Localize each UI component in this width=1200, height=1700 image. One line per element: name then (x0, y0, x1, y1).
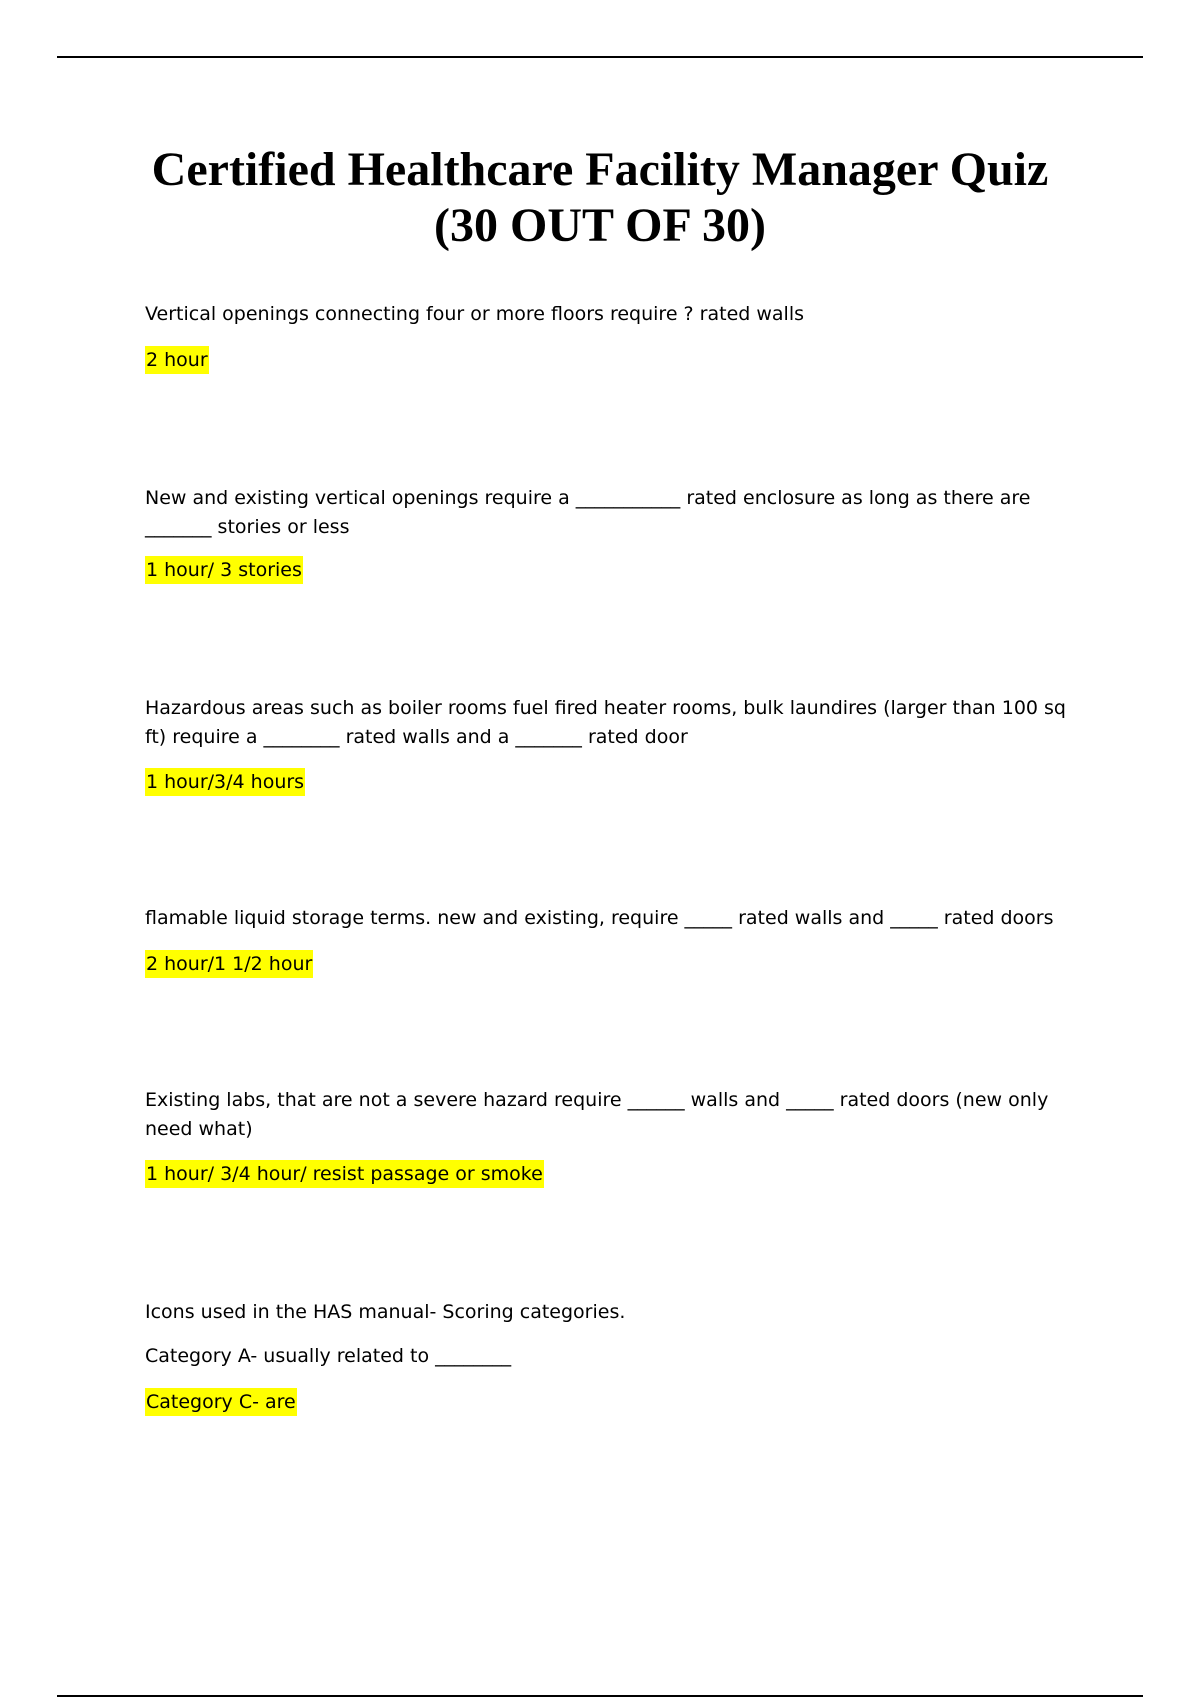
answer-4: 2 hour/1 1/2 hour (145, 950, 313, 978)
answer-6: Category C- are (145, 1388, 297, 1416)
question-4: flamable liquid storage terms. new and existing, require _____ rated walls and _____ rated doors (145, 907, 1054, 929)
question-2: New and existing vertical openings require a ___________ rated enclosure as long as there are _______ stories or less (145, 487, 1031, 538)
bottom-rule (57, 1695, 1143, 1697)
question-6: Icons used in the HAS manual- Scoring categories. (145, 1301, 626, 1323)
answer-2: 1 hour/ 3 stories (145, 556, 303, 584)
answer-5: 1 hour/ 3/4 hour/ resist passage or smoke (145, 1160, 544, 1188)
question-6-line-2: Category A- usually related to ________ (145, 1345, 512, 1367)
answer-3: 1 hour/3/4 hours (145, 768, 305, 796)
question-3: Hazardous areas such as boiler rooms fuel fired heater rooms, bulk laundires (larger than 100 sq ft) require a ________ rated walls and a _______ rated door (145, 697, 1066, 748)
title-line-1: Certified Healthcare Facility Manager Quiz (151, 143, 1049, 196)
question-1: Vertical openings connecting four or more floors require ? rated walls (145, 303, 805, 325)
answer-1: 2 hour (145, 346, 209, 374)
top-rule (57, 56, 1143, 58)
title-line-2: (30 OUT OF 30) (434, 199, 766, 252)
page-title (60, 142, 1140, 254)
question-5: Existing labs, that are not a severe hazard require ______ walls and _____ rated doors (new only need what) (145, 1089, 1049, 1140)
